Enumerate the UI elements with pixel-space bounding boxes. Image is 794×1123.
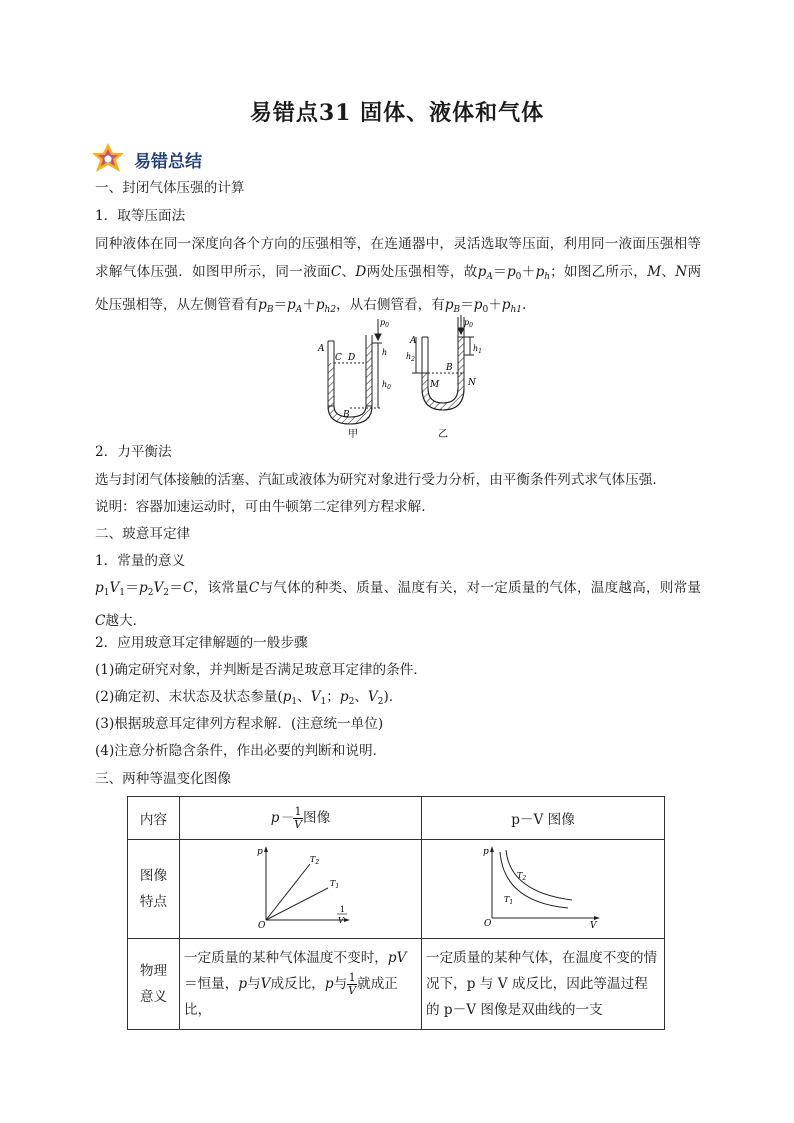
- svg-text:p0: $p_0$: [380, 318, 389, 329]
- svg-text:C: C: [335, 353, 342, 363]
- step-1: (1)确定研究对象，并判断是否满足玻意耳定律的条件．: [95, 662, 427, 678]
- row-feature-label: 图像特点: [128, 840, 180, 939]
- table-row-feature: [128, 840, 665, 939]
- col-p-V-header: p－V 图像: [422, 797, 665, 840]
- svg-text:T2: $T_2$: [517, 871, 527, 882]
- svg-text:p: p: [483, 847, 489, 857]
- part1-heading: 一、封闭气体压强的计算: [95, 180, 245, 196]
- step-3: (3)根据玻意耳定律列方程求解．(注意统一单位): [95, 716, 384, 732]
- star-badge-icon: [90, 141, 126, 177]
- svg-text:h: h: [382, 348, 388, 357]
- part2-sub1-paragraph: $p_1V_1=p_2V_2=C$，该常量C与气体的种类、质量、温度有关，对一定质量的气体，温度越高，则常量C越大．: [95, 580, 702, 629]
- meaning-p-1overV: 一定质量的某种气体温度不变时，pV＝恒量，p与V成反比，p与 $\frac{1}{V}$ 就成正比，: [180, 939, 422, 1030]
- u-tube-yi: [412, 315, 474, 410]
- svg-text:V: V: [590, 921, 597, 931]
- u-tube-figure: [310, 313, 500, 439]
- step-2: (2)确定初、末状态及状态参量($p_1$、$V_1$；$p_2$、$V_2$)．: [95, 689, 403, 707]
- col-p-1overV-header: p－ $\frac{1}{V}$ 图像: [180, 797, 422, 840]
- method2-title: 2．力平衡法: [95, 444, 172, 460]
- svg-text:p: p: [257, 847, 263, 857]
- part2-heading: 二、玻意耳定律: [95, 526, 191, 542]
- svg-text:N: N: [468, 378, 476, 388]
- svg-text:A: A: [410, 336, 417, 346]
- comparison-table: [127, 796, 665, 1030]
- part2-sub1-title: 1．常量的意义: [95, 553, 186, 569]
- figure-label-jia: 甲: [348, 429, 358, 439]
- col-content-header: 内容: [128, 797, 180, 840]
- svg-text:1: 1: [340, 905, 346, 914]
- method1-title: 1．取等压面法: [95, 208, 186, 224]
- method1-paragraph: 同种液体在同一深度向各个方向的压强相等，在连通器中，灵活选取等压面，利用同一液面压强相等求解气体压强．如图甲所示，同一液面C、D两处压强相等，故$p_A=p_0+p_h$；如图乙所示，M、N两处压强相等，从左侧管看有$p_B=p_A+p_{h2}$，从右侧管看，有$p_B=p_0+p_{h1}$.: [95, 236, 702, 315]
- method2-note: 说明：容器加速运动时，可由牛顿第二定律列方程求解．: [95, 499, 435, 515]
- graph-p-V: [422, 840, 665, 939]
- svg-text:B: B: [446, 363, 453, 373]
- svg-text:h1: $h_1$: [473, 344, 482, 355]
- part2-sub2-title: 2．应用玻意耳定律解题的一般步骤: [95, 635, 308, 651]
- svg-text:D: D: [348, 353, 356, 363]
- method2-text: 选与封闭气体接触的活塞、汽缸或液体为研究对象进行受力分析，由平衡条件列式求气体压强．: [95, 472, 666, 488]
- svg-text:h0: $h_0$: [382, 380, 391, 391]
- part3-heading: 三、两种等温变化图像: [95, 771, 231, 787]
- svg-text:T2: $T_2$: [310, 855, 320, 866]
- u-tube-jia: [328, 319, 382, 424]
- step-4: (4)注意分析隐含条件，作出必要的判断和说明．: [95, 743, 387, 759]
- svg-text:M: M: [430, 380, 440, 390]
- svg-text:h2: $h_2$: [406, 352, 415, 363]
- table-row-meaning: [128, 939, 665, 1030]
- svg-text:B: B: [343, 410, 350, 420]
- svg-text:T1: $T_1$: [330, 879, 340, 890]
- meaning-p-V: 一定质量的某种气体，在温度不变的情况下，p 与 V 成反比，因此等温过程的 p－V 图像是双曲线的一支: [422, 939, 665, 1030]
- svg-text:O: O: [258, 921, 266, 931]
- section-label: 易错总结: [134, 151, 202, 172]
- section-header: [90, 141, 202, 177]
- graph-p-1overV: [180, 840, 422, 939]
- svg-text:T1: $T_1$: [504, 895, 514, 906]
- svg-text:O: O: [484, 919, 492, 929]
- row-meaning-label: 物理意义: [128, 939, 180, 1030]
- svg-text:V: V: [338, 916, 344, 925]
- table-header-row: [128, 797, 665, 840]
- svg-text:p0: $p_0$: [464, 318, 473, 329]
- figure-label-yi: 乙: [438, 429, 448, 439]
- page-title: 易错点31 固体、液体和气体: [249, 100, 545, 126]
- svg-text:A: A: [318, 344, 325, 354]
